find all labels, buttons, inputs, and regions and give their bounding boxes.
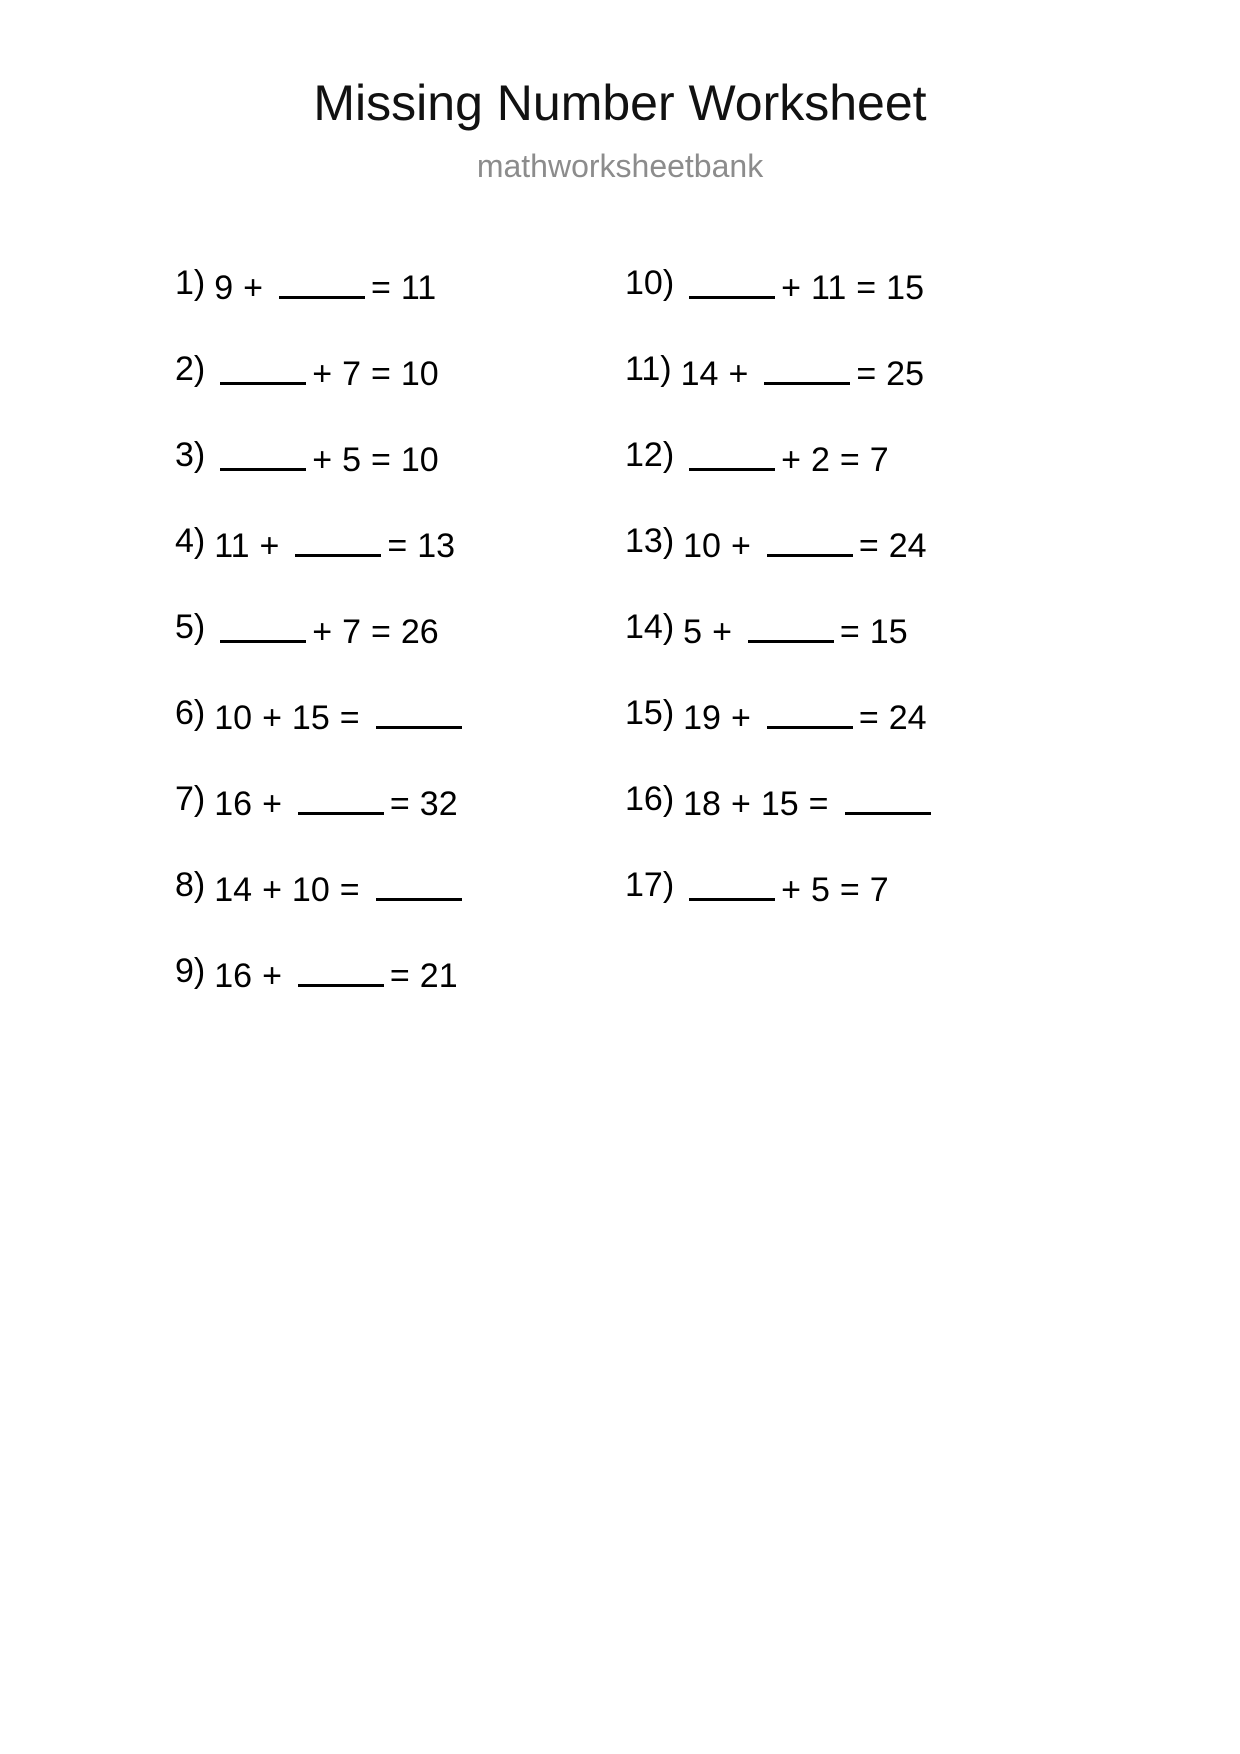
problem-number: 17)	[625, 866, 675, 904]
page-title: Missing Number Worksheet	[313, 75, 927, 131]
problem-expression	[214, 524, 465, 563]
problem-row	[625, 524, 1075, 610]
problem-number: 16)	[625, 780, 675, 818]
number-token: 10	[683, 527, 721, 565]
left-column	[175, 266, 625, 1040]
problem-number: 11)	[625, 350, 672, 388]
answer-blank[interactable]	[220, 610, 306, 643]
problem-number: 14)	[625, 608, 675, 646]
number-token: 18	[683, 785, 721, 823]
answer-blank[interactable]	[845, 782, 931, 815]
problem-number: 10)	[625, 264, 675, 302]
equals-sign: =	[371, 355, 391, 393]
problem-expression	[683, 438, 899, 477]
problem-expression	[214, 352, 448, 391]
equals-sign: =	[858, 699, 879, 737]
equals-sign: =	[839, 613, 860, 651]
number-token: 2	[811, 441, 830, 479]
answer-blank[interactable]	[298, 782, 384, 815]
number-token: 7	[342, 355, 362, 393]
problem-row	[175, 954, 625, 1040]
answer-blank[interactable]	[764, 352, 850, 385]
number-token: 9	[214, 269, 234, 307]
problem-number: 15)	[625, 694, 675, 732]
number-token: 14	[214, 871, 253, 909]
problem-expression	[681, 352, 934, 391]
answer-blank[interactable]	[220, 438, 306, 471]
right-column	[625, 266, 1075, 954]
problem-expression	[214, 954, 467, 993]
problem-row	[625, 782, 1075, 868]
problem-row	[175, 352, 625, 438]
problem-row	[625, 868, 1075, 954]
problem-expression	[214, 610, 448, 649]
plus-sign: +	[312, 355, 333, 393]
problem-number: 2)	[175, 350, 206, 388]
worksheet-header	[0, 0, 1240, 182]
answer-blank[interactable]	[295, 524, 381, 557]
problem-row	[625, 610, 1075, 696]
number-token: 16	[214, 785, 253, 823]
plus-sign: +	[262, 785, 282, 823]
number-token: 25	[886, 355, 924, 393]
plus-sign: +	[312, 613, 333, 651]
problem-number: 1)	[175, 264, 206, 302]
problem-expression	[683, 524, 936, 563]
number-token: 5	[811, 871, 830, 909]
answer-blank[interactable]	[767, 524, 853, 557]
number-token: 26	[400, 613, 439, 651]
problem-row	[175, 868, 625, 954]
answer-blank[interactable]	[376, 696, 462, 729]
page-subtitle: mathworksheetbank	[476, 148, 764, 184]
number-token: 10	[400, 441, 439, 479]
equals-sign: =	[856, 355, 877, 393]
equals-sign: =	[371, 613, 391, 651]
plus-sign: +	[712, 613, 732, 651]
equals-sign: =	[856, 269, 877, 307]
answer-blank[interactable]	[689, 438, 775, 471]
equals-sign: =	[839, 871, 860, 909]
answer-blank[interactable]	[298, 954, 384, 987]
number-token: 10	[291, 871, 330, 909]
number-token: 13	[417, 527, 456, 565]
problem-expression	[214, 696, 467, 735]
number-token: 7	[342, 613, 362, 651]
equals-sign: =	[339, 871, 360, 909]
problem-expression	[214, 266, 446, 305]
number-token: 32	[419, 785, 458, 823]
number-token: 11	[811, 269, 847, 307]
number-token: 24	[888, 699, 927, 737]
equals-sign: =	[387, 527, 408, 565]
problem-number: 4)	[175, 522, 206, 560]
problem-row	[175, 782, 625, 868]
problem-expression	[683, 868, 899, 907]
equals-sign: =	[339, 699, 360, 737]
problem-expression	[683, 696, 936, 735]
problem-number: 7)	[175, 780, 206, 818]
plus-sign: +	[262, 957, 282, 995]
problem-row	[175, 266, 625, 352]
problem-row	[625, 352, 1075, 438]
answer-blank[interactable]	[689, 868, 775, 901]
problem-row	[175, 696, 625, 782]
problem-row	[175, 438, 625, 524]
problem-expression	[214, 438, 448, 477]
plus-sign: +	[781, 269, 801, 307]
number-token: 15	[760, 785, 799, 823]
number-token: 11	[400, 269, 437, 307]
problem-row	[175, 610, 625, 696]
plus-sign: +	[730, 699, 751, 737]
answer-blank[interactable]	[279, 266, 365, 299]
answer-blank[interactable]	[689, 266, 775, 299]
problem-number: 3)	[175, 436, 206, 474]
number-token: 14	[680, 355, 719, 393]
number-token: 16	[214, 957, 253, 995]
number-token: 11	[214, 527, 250, 565]
equals-sign: =	[808, 785, 829, 823]
plus-sign: +	[730, 527, 751, 565]
plus-sign: +	[728, 355, 749, 393]
plus-sign: +	[312, 441, 333, 479]
equals-sign: =	[371, 441, 391, 479]
number-token: 15	[869, 613, 908, 651]
equals-sign: =	[389, 957, 410, 995]
problem-expression	[683, 610, 917, 649]
problem-columns	[0, 266, 1240, 1040]
equals-sign: =	[839, 441, 860, 479]
plus-sign: +	[781, 441, 801, 479]
plus-sign: +	[262, 871, 282, 909]
problem-number: 12)	[625, 436, 675, 474]
problem-number: 5)	[175, 608, 206, 646]
number-token: 5	[683, 613, 703, 651]
number-token: 19	[683, 699, 721, 737]
plus-sign: +	[259, 527, 280, 565]
problem-row	[625, 266, 1075, 352]
number-token: 15	[886, 269, 924, 307]
problem-expression	[683, 266, 934, 305]
problem-expression	[214, 782, 467, 821]
answer-blank[interactable]	[220, 352, 306, 385]
plus-sign: +	[781, 871, 801, 909]
answer-blank[interactable]	[748, 610, 834, 643]
problem-row	[625, 438, 1075, 524]
number-token: 10	[214, 699, 253, 737]
number-token: 5	[342, 441, 362, 479]
equals-sign: =	[858, 527, 879, 565]
number-token: 7	[869, 871, 889, 909]
number-token: 7	[869, 441, 889, 479]
problem-expression	[683, 782, 936, 821]
problem-number: 8)	[175, 866, 206, 904]
problem-expression	[214, 868, 467, 907]
problem-number: 6)	[175, 694, 206, 732]
problem-number: 13)	[625, 522, 675, 560]
answer-blank[interactable]	[376, 868, 462, 901]
plus-sign: +	[730, 785, 751, 823]
plus-sign: +	[243, 269, 264, 307]
answer-blank[interactable]	[767, 696, 853, 729]
number-token: 10	[400, 355, 439, 393]
problem-row	[625, 696, 1075, 782]
problem-row	[175, 524, 625, 610]
plus-sign: +	[262, 699, 282, 737]
problem-number: 9)	[175, 952, 206, 990]
number-token: 15	[291, 699, 330, 737]
equals-sign: =	[371, 269, 391, 307]
equals-sign: =	[389, 785, 410, 823]
number-token: 24	[888, 527, 927, 565]
number-token: 21	[419, 957, 458, 995]
